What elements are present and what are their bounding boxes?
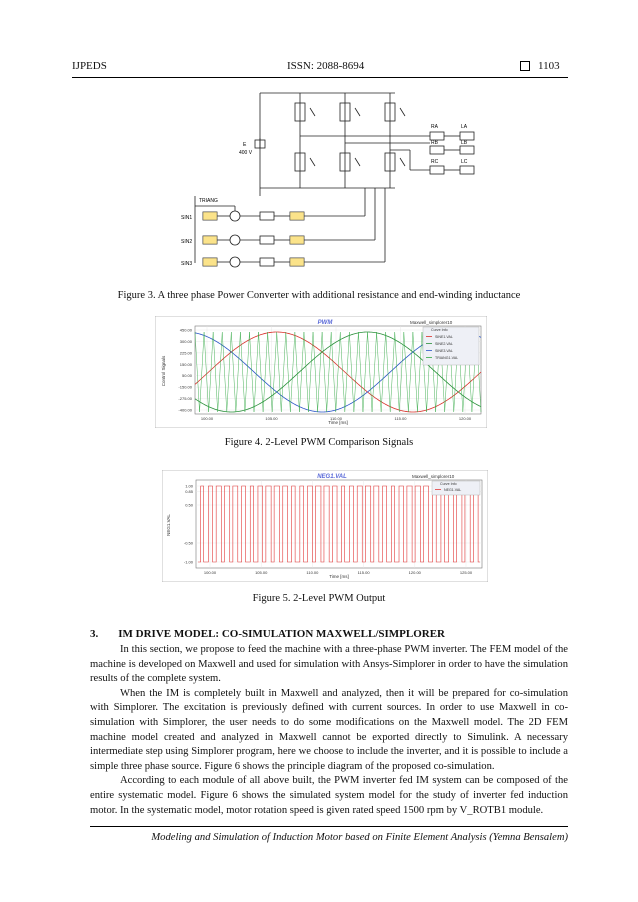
- fig4-xtick: 120.00: [458, 416, 472, 421]
- fig4-ytick: 50.00: [181, 373, 192, 379]
- fig4-corner: Maxwell_simplorer10: [410, 320, 453, 325]
- body-text: [90, 643, 568, 818]
- figure-5-caption: Figure 5. 2-Level PWM Output: [252, 593, 386, 604]
- fig5-xtick: 120.00: [408, 570, 421, 575]
- section-title: IM DRIVE MODEL: CO-SIMULATION MAXWELL/SIMPLORER: [118, 628, 446, 640]
- fig5-corner: Maxwell_simplorer10: [412, 474, 455, 479]
- fig4-legend-item: TRIANG1.VAL: [435, 356, 459, 360]
- la-label: LA: [461, 124, 468, 130]
- fig5-title: NEG1.VAL: [317, 474, 347, 480]
- fig4-legend-item: SINE2.VAL: [435, 342, 453, 346]
- journal-name: IJPEDS: [72, 60, 107, 72]
- triang-label: TRIANG: [199, 198, 218, 204]
- fig5-xlabel: Time [ms]: [329, 574, 349, 579]
- footer-text: Modeling and Simulation of Induction Motor based on Finite Element Analysis (Yemna Bensalem): [151, 832, 568, 843]
- fig4-xtick: 105.00: [265, 416, 278, 421]
- fig4-legend-item: Curve Info: [431, 328, 448, 332]
- sin3-label: SIN3: [181, 261, 193, 267]
- figure-5-chart: [162, 470, 488, 582]
- fig4-legend-item: SINE1.VAL: [435, 335, 453, 339]
- sin1-label: SIN1: [181, 215, 193, 221]
- fig4-legend-item: SINE3.VAL: [435, 349, 453, 353]
- source-label: E: [243, 142, 247, 148]
- source-value: 400 V: [239, 150, 253, 156]
- figure-4-caption: Figure 4. 2-Level PWM Comparison Signals: [224, 437, 414, 448]
- fig5-xtick: 100.00: [203, 570, 217, 575]
- fig5-ytick: 0.85: [185, 489, 193, 495]
- paragraph: According to each module of all above built, the PWM inverter fed IM system can be composed of the entire systematic model. Figure 6 shows the simulated system model for the study of inverter fed induction motor. In the systematic model, motor rotation speed is given rated speed 1500 rpm by V_ROTB1 module.: [90, 775, 568, 816]
- footer-rule: [90, 826, 568, 827]
- paragraph: In this section, we propose to feed the machine with a three-phase PWM inverter. The FEM model of the machine is developed on Maxwell and used for simulation with Ansys-Simplorer in order to have the simulation results of the complete system.: [90, 644, 568, 685]
- fig4-xlabel: Time [ms]: [328, 420, 348, 425]
- fig4-ylabel: Control Signals: [161, 355, 166, 387]
- fig4-ytick: -150.00: [178, 384, 192, 390]
- fig4-xtick: 115.00: [394, 416, 407, 421]
- figure-3-caption: Figure 3. A three phase Power Converter with additional resistance and end-winding inductance: [117, 290, 521, 301]
- paragraph: When the IM is completely built in Maxwell and analyzed, then it will be prepared for co-simulation with Simplorer. The excitation is previously defined with current sources. In order to use Maxwell in co-simulation with Simplorer, the user needs to do some modifications on the Maxwell model. The 2D FEM machine model created and analyzed in Maxwell cannot be exported directly to Simulink. A necessary intermediate step using Simplorer program, here we choose to include the inverter, and it is possible to include a simple three phase source. Figure 6 shows the principle diagram of the proposed co-simulation.: [90, 687, 568, 772]
- section-heading: [90, 628, 445, 640]
- fig4-ytick: 300.00: [179, 338, 192, 344]
- fig5-xtick: 110.00: [306, 570, 319, 575]
- fig5-xtick: 105.00: [255, 570, 268, 575]
- rc-label: RC: [431, 159, 439, 165]
- figure-3-circuit: [155, 88, 485, 273]
- fig4-xtick: 100.00: [200, 416, 214, 421]
- figure-4-chart: [155, 316, 487, 428]
- lb-label: LB: [461, 140, 468, 146]
- fig4-xtick: 110.00: [330, 416, 342, 421]
- section-number: 3.: [90, 628, 99, 640]
- fig5-legend-item: NEG1.VAL: [444, 488, 462, 492]
- fig4-title: PWM: [317, 320, 333, 326]
- fig4-ytick: 450.00: [179, 327, 192, 333]
- fig4-ytick: 150.00: [179, 361, 192, 367]
- fig4-ytick: -400.00: [178, 407, 192, 413]
- rb-label: RB: [431, 140, 438, 146]
- fig5-ytick: 0.50: [185, 502, 193, 508]
- fig5-ylabel: NEG1.VAL: [166, 514, 171, 536]
- fig5-legend-item: Curve Info: [440, 482, 457, 486]
- fig5-ytick: -0.50: [183, 540, 193, 546]
- page-number: 1103: [538, 60, 560, 72]
- checkbox-icon: [520, 61, 530, 71]
- fig5-ytick: -1.00: [183, 559, 193, 565]
- ra-label: RA: [431, 124, 438, 130]
- fig4-ytick: -275.00: [178, 396, 192, 402]
- fig5-xtick: 125.00: [459, 570, 473, 575]
- issn: ISSN: 2088-8694: [287, 60, 365, 72]
- header-rule: [72, 77, 568, 78]
- fig4-ytick: 225.00: [179, 350, 192, 356]
- fig5-xtick: 115.00: [357, 570, 370, 575]
- lc-label: LC: [461, 159, 468, 165]
- sin2-label: SIN2: [181, 239, 193, 245]
- fig5-ytick: 1.00: [185, 483, 193, 489]
- page-number-box: [520, 60, 560, 72]
